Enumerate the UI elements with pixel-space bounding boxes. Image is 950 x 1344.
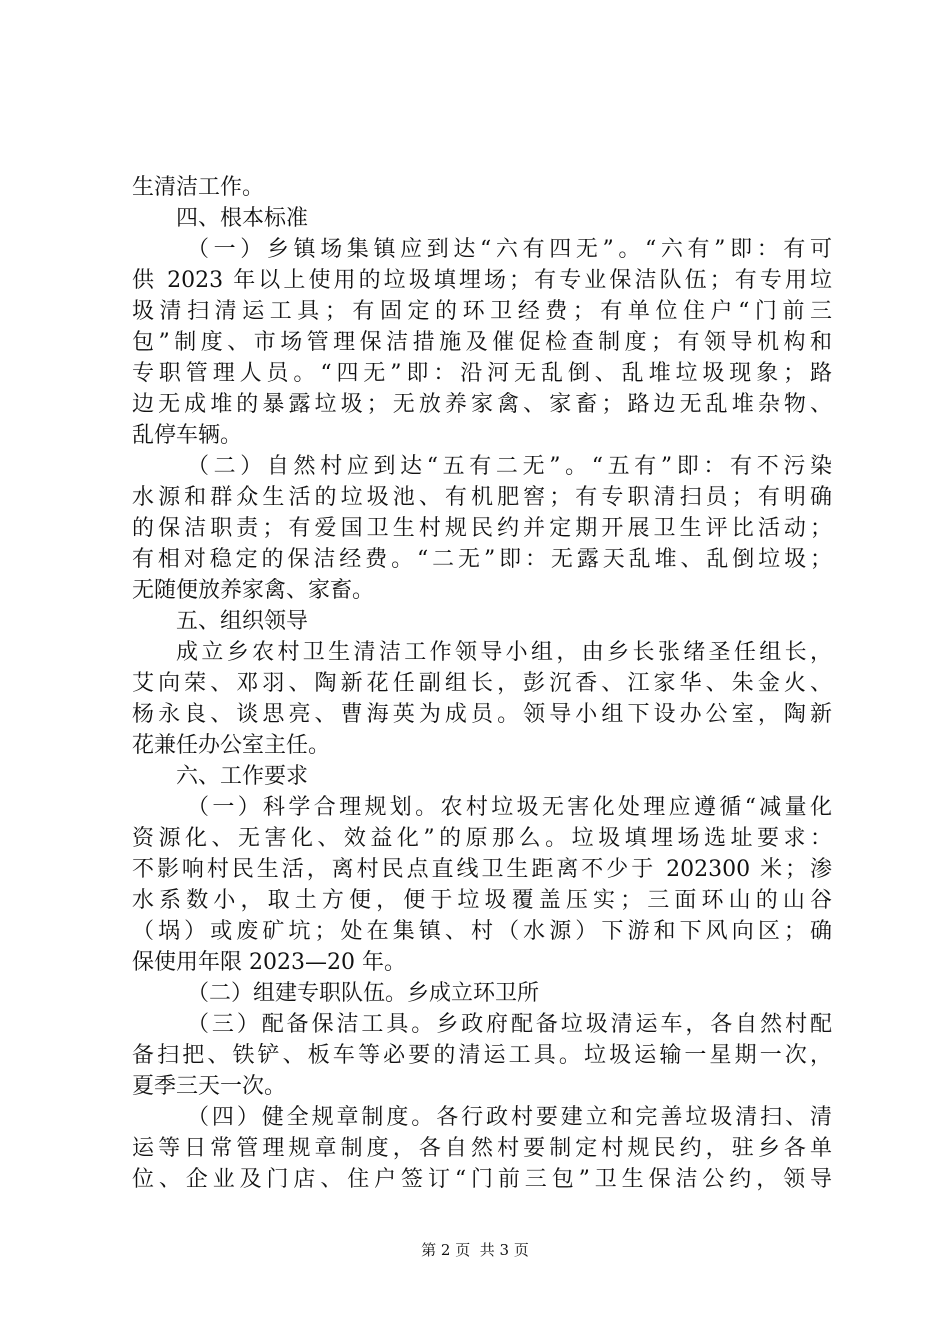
text-line: 艾向荣、邓羽、陶新花任副组长，彭沉香、江家华、朱金火、 (132, 671, 832, 696)
text-line: 生清洁工作。 (132, 175, 265, 200)
text-line: （一）乡镇场集镇应到达“六有四无”。“六有”即：有可 (187, 237, 832, 262)
text-line: 夏季三天一次。 (132, 1074, 287, 1099)
page-footer (0, 1240, 950, 1260)
page-number: 第 2 页 (421, 1241, 471, 1259)
text-line: 包”制度、市场管理保洁措施及催促检查制度；有领导机构和 (132, 330, 832, 355)
text-line: 位、企业及门店、住户签订“门前三包”卫生保洁公约，领导 (132, 1167, 832, 1192)
text-line: 五、组织领导 (176, 609, 309, 634)
text-line: 边无成堆的暴露垃圾；无放养家禽、家畜；路边无乱堆杂物、 (132, 392, 832, 417)
text-line: （四）健全规章制度。各行政村要建立和完善垃圾清扫、清 (187, 1105, 832, 1130)
text-line: 专职管理人员。“四无”即：沿河无乱倒、乱堆垃圾现象；路 (132, 361, 832, 386)
text-line: 水系数小，取土方便，便于垃圾覆盖压实；三面环山的山谷 (132, 888, 832, 913)
footer-gap (470, 1241, 480, 1259)
text-line: （一）科学合理规划。农村垃圾无害化处理应遵循“减量化 (187, 795, 832, 820)
text-line: 乱停车辆。 (132, 423, 243, 448)
text-line: （二）组建专职队伍。乡成立环卫所 (187, 981, 540, 1006)
text-line: 不影响村民生活，离村民点直线卫生距离不少于 202300 米；渗 (132, 857, 832, 882)
text-line: 花兼任办公室主任。 (132, 733, 331, 758)
text-line: 圾清扫清运工具；有固定的环卫经费；有单位住户“门前三 (132, 299, 832, 324)
text-line: 有相对稳定的保洁经费。“二无”即：无露天乱堆、乱倒垃圾； (132, 547, 832, 572)
text-line: 杨永良、谈思亮、曹海英为成员。领导小组下设办公室，陶新 (132, 702, 832, 727)
text-line: 保使用年限 2023—20 年。 (132, 950, 406, 975)
document-body (132, 172, 832, 1195)
text-line: 无随便放养家禽、家畜。 (132, 578, 375, 603)
text-line: 四、根本标准 (176, 206, 309, 231)
text-line: （二）自然村应到达“五有二无”。“五有”即：有不污染 (187, 454, 832, 479)
text-line: 水源和群众生活的垃圾池、有机肥窖；有专职清扫员；有明确 (132, 485, 832, 510)
text-line: （埚）或废矿坑；处在集镇、村（水源）下游和下风向区；确 (132, 919, 832, 944)
page-total: 共 3 页 (479, 1241, 529, 1259)
text-line: 备扫把、铁铲、板车等必要的清运工具。垃圾运输一星期一次， (132, 1043, 832, 1068)
text-line: （三）配备保洁工具。乡政府配备垃圾清运车，各自然村配 (187, 1012, 832, 1037)
text-line: 供 2023 年以上使用的垃圾填埋场；有专业保洁队伍；有专用垃 (132, 268, 832, 293)
text-line: 资源化、无害化、效益化”的原那么。垃圾填埋场选址要求： (132, 826, 832, 851)
text-line: 成立乡农村卫生清洁工作领导小组，由乡长张绪圣任组长， (176, 640, 832, 665)
text-line: 的保洁职责；有爱国卫生村规民约并定期开展卫生评比活动； (132, 516, 832, 541)
text-line: 运等日常管理规章制度，各自然村要制定村规民约，驻乡各单 (132, 1136, 832, 1161)
text-line: 六、工作要求 (176, 764, 309, 789)
